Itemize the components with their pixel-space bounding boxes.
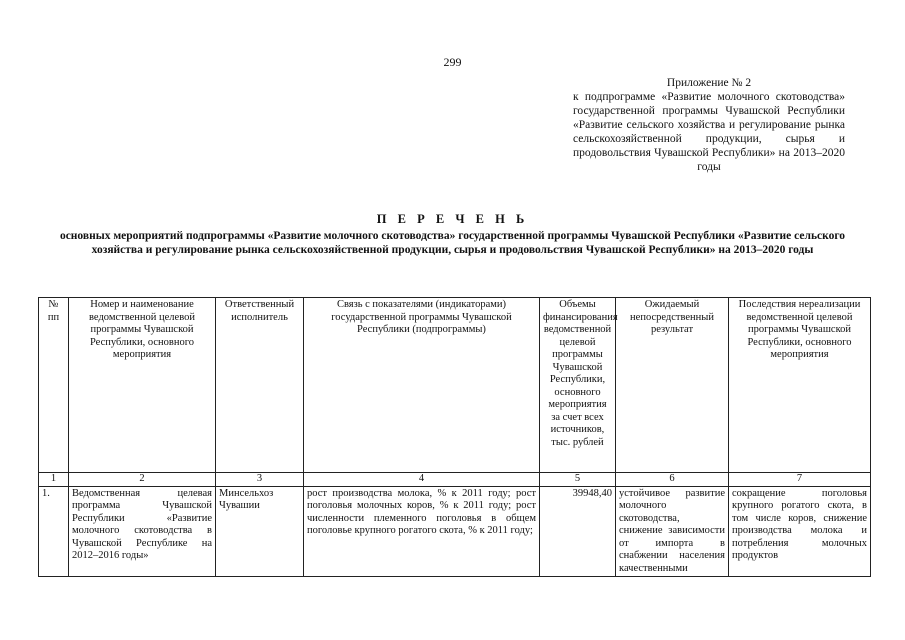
appendix-title: Приложение № 2 [666,77,752,89]
column-header: Объемы финансирования ведомственной целевой программы Чувашской Республики, основного мероприятия за счет всех источников, тыс. рублей [540,298,616,473]
column-header: № пп [39,298,69,473]
appendix-note [573,76,845,174]
funding-volume: 39948,40 [540,486,616,577]
document-title: П Е Р Е Ч Е Н Ь [376,212,529,226]
expected-result: устойчивое развитие молочного скотоводства, снижение зависимости от импорта в снабжении населения качественными [616,486,729,577]
appendix-text: к подпрограмме «Развитие молочного скотоводства» государственной программы Чувашской Республики «Развитие сельского хозяйства и регулирование рынка сельскохозяйственной продукции, сырья и продовольствия Чувашской Республики» на 2013–2020 годы [573,91,845,173]
document-heading [40,212,865,257]
non-implementation-consequences: сокращение поголовья крупного рогатого скота, в том числе коров, снижение производства молока и потребления молочных продуктов [729,486,871,577]
document-subtitle: основных мероприятий подпрограммы «Развитие молочного скотоводства» государственной программы Чувашской Республики «Развитие сельского хозяйства и регулирование рынка сельскохозяйственной продукции, сырья и продовольствия Чувашской Республики» на 2013–2020 годы [59,230,846,256]
program-name: Ведомственная целевая программа Чувашской Республики «Развитие молочного скотоводства в Чувашской Республике на 2012–2016 годы» [69,486,216,577]
column-header: Ответственный исполнитель [216,298,304,473]
column-header: Последствия нереализации ведомственной целевой программы Чувашской Республики, основного мероприятия [729,298,871,473]
column-header: Ожидаемый непосредственный результат [616,298,729,473]
column-number-row [39,473,871,487]
column-number: 3 [216,473,304,487]
column-number: 6 [616,473,729,487]
table-header-row [39,298,871,473]
row-number: 1. [39,486,69,577]
column-number: 4 [304,473,540,487]
column-number: 7 [729,473,871,487]
table-row [39,486,871,577]
column-header: Связь с показателями (индикаторами) государственной программы Чувашской Республики (подпрограммы) [304,298,540,473]
indicators: рост производства молока, % к 2011 году; рост поголовья молочных коров, % к 2011 году; рост численности племенного поголовья в общем поголовье крупного рогатого скота, % к 2011 году; [304,486,540,577]
column-number: 2 [69,473,216,487]
column-number: 5 [540,473,616,487]
page-number: 299 [443,55,462,69]
responsible-executor: Минсельхоз Чувашии [216,486,304,577]
column-header: Номер и наименование ведомственной целевой программы Чувашской Республики, основного мероприятия [69,298,216,473]
column-number: 1 [39,473,69,487]
measures-table [38,297,871,577]
